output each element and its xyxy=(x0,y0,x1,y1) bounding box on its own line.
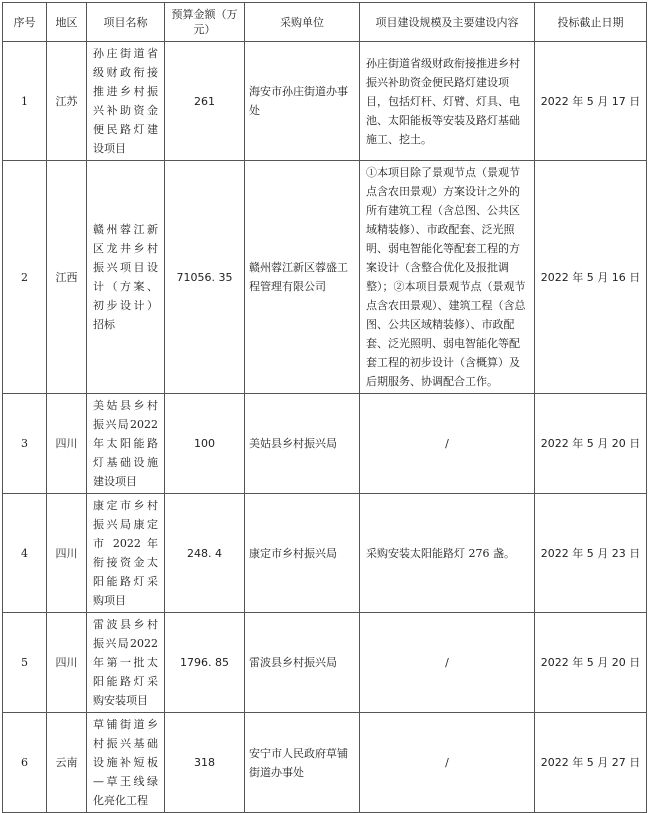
cell-scope: / xyxy=(360,713,535,813)
cell-region: 江西 xyxy=(47,161,87,394)
cell-scope: 采购安装太阳能路灯 276 盏。 xyxy=(360,494,535,613)
cell-unit: 美姑县乡村振兴局 xyxy=(245,394,360,494)
cell-region: 云南 xyxy=(47,713,87,813)
header-budget: 预算金额（万元） xyxy=(165,3,245,42)
cell-scope: / xyxy=(360,613,535,713)
cell-deadline: 2022 年 5 月 27 日 xyxy=(535,713,647,813)
cell-name: 雷波县乡村振兴局2022年第一批太阳能路灯采购安装项目 xyxy=(87,613,165,713)
cell-deadline: 2022 年 5 月 16 日 xyxy=(535,161,647,394)
cell-unit: 安宁市人民政府草铺街道办事处 xyxy=(245,713,360,813)
cell-budget: 100 xyxy=(165,394,245,494)
table-row xyxy=(3,494,647,613)
cell-idx: 4 xyxy=(3,494,47,613)
cell-name: 美姑县乡村振兴局2022年太阳能路灯基础设施建设项目 xyxy=(87,394,165,494)
cell-idx: 1 xyxy=(3,42,47,161)
cell-region: 江苏 xyxy=(47,42,87,161)
table-row xyxy=(3,613,647,713)
cell-idx: 3 xyxy=(3,394,47,494)
header-deadline: 投标截止日期 xyxy=(535,3,647,42)
header-name: 项目名称 xyxy=(87,3,165,42)
cell-idx: 5 xyxy=(3,613,47,713)
cell-idx: 6 xyxy=(3,713,47,813)
cell-unit: 赣州蓉江新区蓉盛工程管理有限公司 xyxy=(245,161,360,394)
cell-deadline: 2022 年 5 月 20 日 xyxy=(535,613,647,713)
cell-unit: 海安市孙庄街道办事处 xyxy=(245,42,360,161)
cell-name: 草铺街道乡村振兴基础设施补短板—草王线绿化亮化工程 xyxy=(87,713,165,813)
cell-unit: 康定市乡村振兴局 xyxy=(245,494,360,613)
cell-budget: 318 xyxy=(165,713,245,813)
table-row xyxy=(3,713,647,813)
cell-scope: ①本项目除了景观节点（景观节点含农田景观）方案设计之外的所有建筑工程（含总图、公共区域精装修）、市政配套、泛光照明、弱电智能化等配套工程的方案设计（含整合优化及报批调整）；②本项目景观节点（景观节点含农田景观）、建筑工程（含总图、公共区域精装修）、市政配套、泛光照明、弱电智能化等配套工程的初步设计（含概算）及后期服务、协调配合工作。 xyxy=(360,161,535,394)
table-header-row xyxy=(3,3,647,42)
cell-unit: 雷波县乡村振兴局 xyxy=(245,613,360,713)
cell-budget: 248. 4 xyxy=(165,494,245,613)
cell-budget: 71056. 35 xyxy=(165,161,245,394)
table-row xyxy=(3,161,647,394)
procurement-table xyxy=(2,2,647,813)
header-unit: 采购单位 xyxy=(245,3,360,42)
cell-deadline: 2022 年 5 月 17 日 xyxy=(535,42,647,161)
cell-idx: 2 xyxy=(3,161,47,394)
header-idx: 序号 xyxy=(3,3,47,42)
cell-region: 四川 xyxy=(47,494,87,613)
cell-scope: 孙庄街道省级财政衔接推进乡村振兴补助资金便民路灯建设项目，包括灯杆、灯臂、灯具、电池、太阳能板等安装及路灯基础施工、挖土。 xyxy=(360,42,535,161)
cell-region: 四川 xyxy=(47,613,87,713)
cell-region: 四川 xyxy=(47,394,87,494)
table-row xyxy=(3,42,647,161)
header-scope: 项目建设规模及主要建设内容 xyxy=(360,3,535,42)
cell-name: 孙庄街道省级财政衔接推进乡村振兴补助资金便民路灯建设项目 xyxy=(87,42,165,161)
cell-name: 康定市乡村振兴局康定市 2022 年衔接资金太阳能路灯采购项目 xyxy=(87,494,165,613)
table-row xyxy=(3,394,647,494)
cell-scope: / xyxy=(360,394,535,494)
cell-budget: 1796. 85 xyxy=(165,613,245,713)
cell-budget: 261 xyxy=(165,42,245,161)
cell-name: 赣州蓉江新区龙井乡村振兴项目设计（方案、初步设计）招标 xyxy=(87,161,165,394)
cell-deadline: 2022 年 5 月 20 日 xyxy=(535,394,647,494)
cell-deadline: 2022 年 5 月 23 日 xyxy=(535,494,647,613)
header-region: 地区 xyxy=(47,3,87,42)
